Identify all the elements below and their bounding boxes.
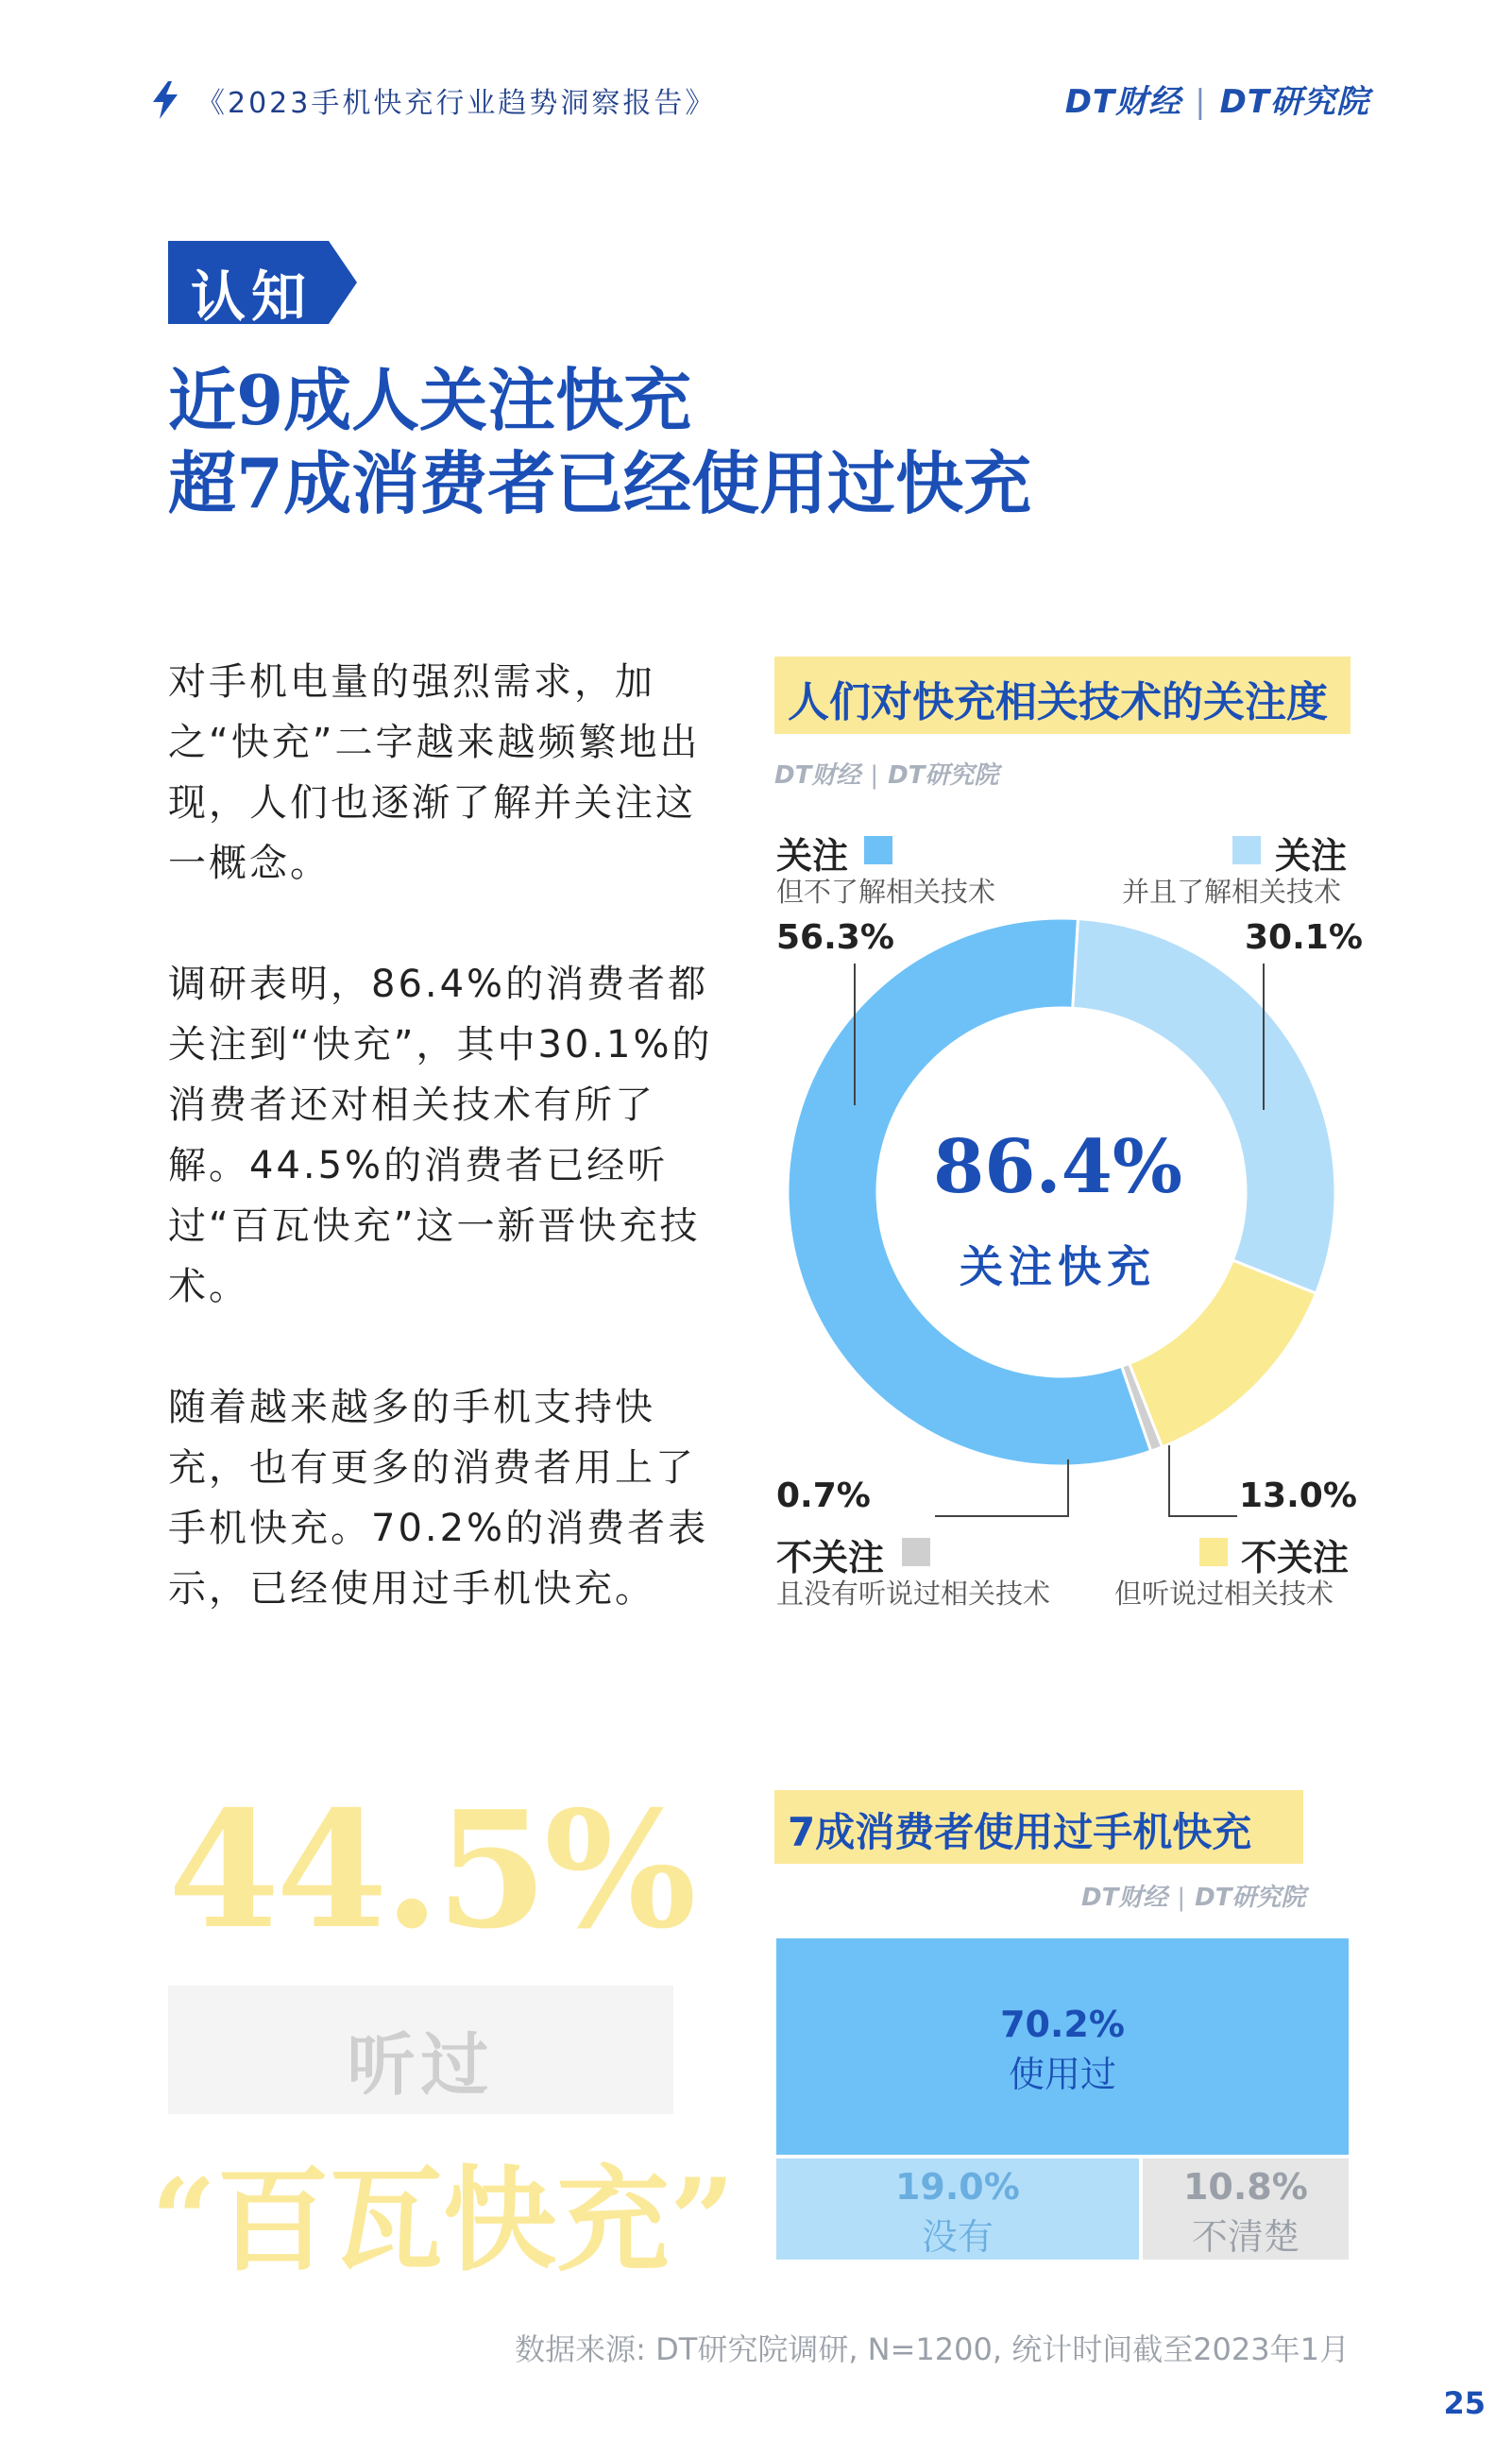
usage-cell-used	[776, 1938, 1349, 2155]
usage-chart-title-box	[774, 1790, 1303, 1864]
report-title: 《2023手机快充行业趋势洞察报告》	[196, 87, 717, 120]
legend-swatch-yellow	[1199, 1538, 1228, 1566]
donut-center-value: 86.4%	[932, 1124, 1183, 1210]
donut-watermark: DT财经 | DT研究院	[774, 761, 999, 790]
usage-chart-title: 7成消费者使用过手机快充	[788, 1809, 1252, 1855]
slice-label-main: 不关注	[1241, 1537, 1350, 1578]
watermark-right: DT研究院	[888, 761, 999, 790]
legend-swatch-gray	[902, 1538, 930, 1566]
brand-right: DT研究院	[1219, 83, 1369, 121]
legend-swatch-light-blue	[1232, 836, 1261, 864]
headline-line-2: 超7成消费者已经使用过快充	[168, 443, 1032, 523]
usage-value: 19.0%	[894, 2165, 1020, 2208]
usage-cell-unsure	[1143, 2158, 1349, 2260]
donut-center-label: 关注快充	[960, 1241, 1156, 1292]
big-stat-value: 44.5%	[168, 1776, 693, 1965]
headline-line-1: 近9成人关注快充	[168, 360, 692, 440]
usage-watermark: DT财经 | DT研究院	[1081, 1884, 1306, 1912]
page-number: 25	[1443, 2385, 1486, 2421]
watermark-right: DT研究院	[1195, 1884, 1306, 1912]
leader-line	[1169, 1445, 1237, 1516]
slice-label-main: 关注	[1275, 835, 1348, 877]
usage-value: 70.2%	[1000, 2003, 1125, 2045]
slice-label-pct: 56.3%	[776, 918, 894, 957]
donut-chart-title: 人们对快充相关技术的关注度	[788, 678, 1328, 726]
body-paragraph-1: 对手机电量的强烈需求，加之“快充”二字越来越频繁地出现，人们也逐渐了解并关注这一概念。	[168, 660, 701, 885]
body-paragraph-3: 随着越来越多的手机支持快充，也有更多的消费者用上了手机快充。70.2%的消费者表示，已经使用过手机快充。	[168, 1386, 709, 1611]
slice-label-main: 关注	[776, 835, 849, 877]
usage-category: 不清楚	[1191, 2215, 1300, 2258]
heard-label: 听过	[347, 2024, 495, 2105]
watermark-left: DT财经	[1081, 1884, 1168, 1912]
usage-category: 没有	[921, 2215, 994, 2258]
slice-label-sub: 但不了解相关技术	[776, 876, 996, 908]
heard-box	[168, 1986, 673, 2114]
source-note: 数据来源: DT研究院调研, N=1200, 统计时间截至2023年1月	[515, 2331, 1350, 2367]
usage-cell-not-used	[776, 2158, 1139, 2260]
tech-name: “百瓦快充”	[151, 2154, 736, 2287]
body-paragraph-2: 调研表明，86.4%的消费者都关注到“快充”，其中30.1%的消费者还对相关技术有所了解。44.5%的消费者已经听过“百瓦快充”这一新晋快充技术。	[168, 963, 713, 1308]
usage-chart	[776, 1938, 1349, 2260]
usage-category: 使用过	[1008, 2053, 1116, 2095]
brand-left: DT财经	[1064, 83, 1182, 121]
slice-label-pct: 13.0%	[1239, 1476, 1357, 1515]
slice-label-pct: 0.7%	[776, 1476, 871, 1515]
slice-label-sub: 但听说过相关技术	[1114, 1578, 1334, 1610]
usage-value: 10.8%	[1182, 2165, 1308, 2208]
watermark-left: DT财经	[774, 761, 861, 790]
section-tag-label: 认知	[191, 264, 313, 329]
slice-label-main: 不关注	[776, 1537, 885, 1578]
leader-line	[935, 1459, 1068, 1516]
slice-label-sub: 并且了解相关技术	[1122, 876, 1342, 908]
slice-label-sub: 且没有听说过相关技术	[776, 1578, 1051, 1610]
slice-label-pct: 30.1%	[1245, 918, 1363, 957]
legend-swatch-blue	[864, 836, 892, 864]
brand-logo: DT财经 | DT研究院	[1064, 83, 1369, 121]
